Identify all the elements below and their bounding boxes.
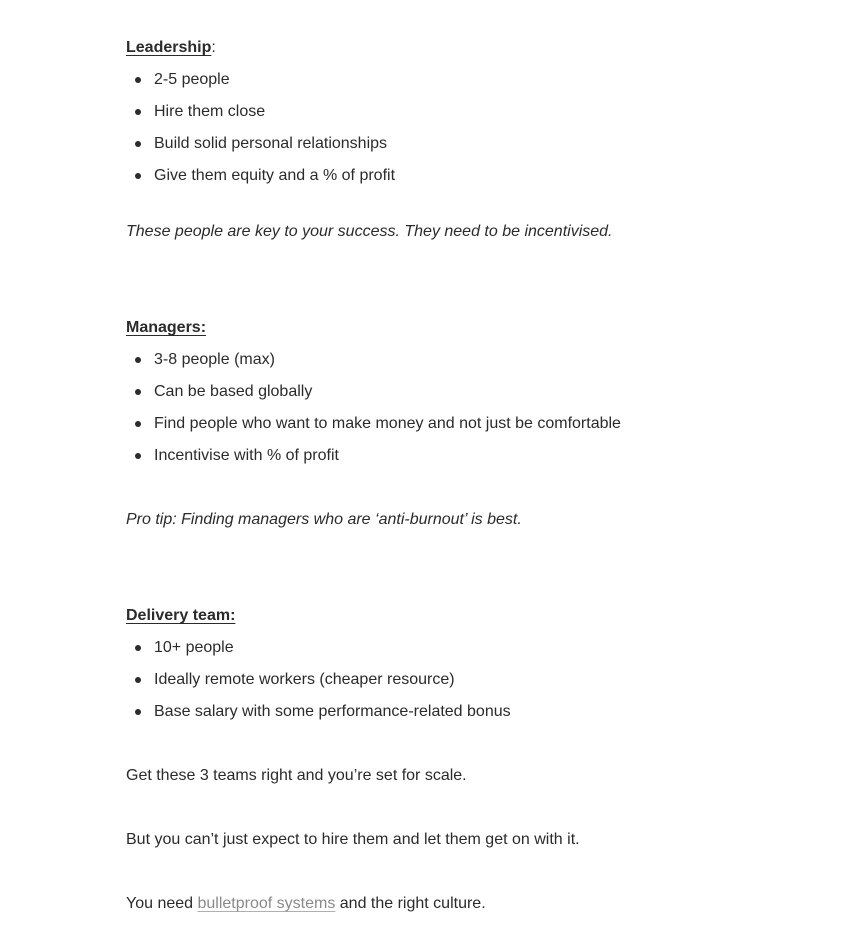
heading-colon: :: [211, 39, 216, 56]
bullet-icon: [135, 173, 141, 179]
managers-note: Pro tip: Finding managers who are ‘anti-burnout’ is best.: [126, 511, 522, 528]
bulletproof-systems-link[interactable]: bulletproof systems: [197, 895, 336, 912]
leadership-list: [126, 64, 395, 192]
bullet-icon: [135, 357, 141, 363]
closing-paragraph-1: Get these 3 teams right and you’re set for scale.: [126, 767, 467, 784]
delivery-team-list: [126, 632, 511, 728]
bullet-icon: [135, 645, 141, 651]
bullet-icon: [135, 709, 141, 715]
list-item: 2-5 people: [126, 64, 395, 96]
bullet-icon: [135, 109, 141, 115]
section-heading-delivery-team: Delivery team:: [126, 607, 236, 624]
bullet-icon: [135, 453, 141, 459]
section-heading-managers: Managers:: [126, 319, 207, 336]
bullet-icon: [135, 389, 141, 395]
closing-paragraph-2: But you can’t just expect to hire them and let them get on with it.: [126, 831, 580, 848]
bullet-icon: [135, 141, 141, 147]
list-item: Ideally remote workers (cheaper resource): [126, 664, 511, 696]
list-item: Find people who want to make money and not just be comfortable: [126, 408, 621, 440]
closing-paragraph-3: You need bulletproof systems and the right culture.: [126, 895, 486, 912]
leadership-note: These people are key to your success. They need to be incentivised.: [126, 223, 613, 240]
section-heading-leadership: Leadership:: [126, 39, 216, 56]
list-item: Can be based globally: [126, 376, 621, 408]
bullet-icon: [135, 421, 141, 427]
list-item: Hire them close: [126, 96, 395, 128]
bullet-icon: [135, 677, 141, 683]
list-item: 10+ people: [126, 632, 511, 664]
managers-list: [126, 344, 621, 472]
bullet-icon: [135, 77, 141, 83]
list-item: Build solid personal relationships: [126, 128, 395, 160]
list-item: Give them equity and a % of profit: [126, 160, 395, 192]
list-item: Base salary with some performance-related bonus: [126, 696, 511, 728]
list-item: 3-8 people (max): [126, 344, 621, 376]
list-item: Incentivise with % of profit: [126, 440, 621, 472]
